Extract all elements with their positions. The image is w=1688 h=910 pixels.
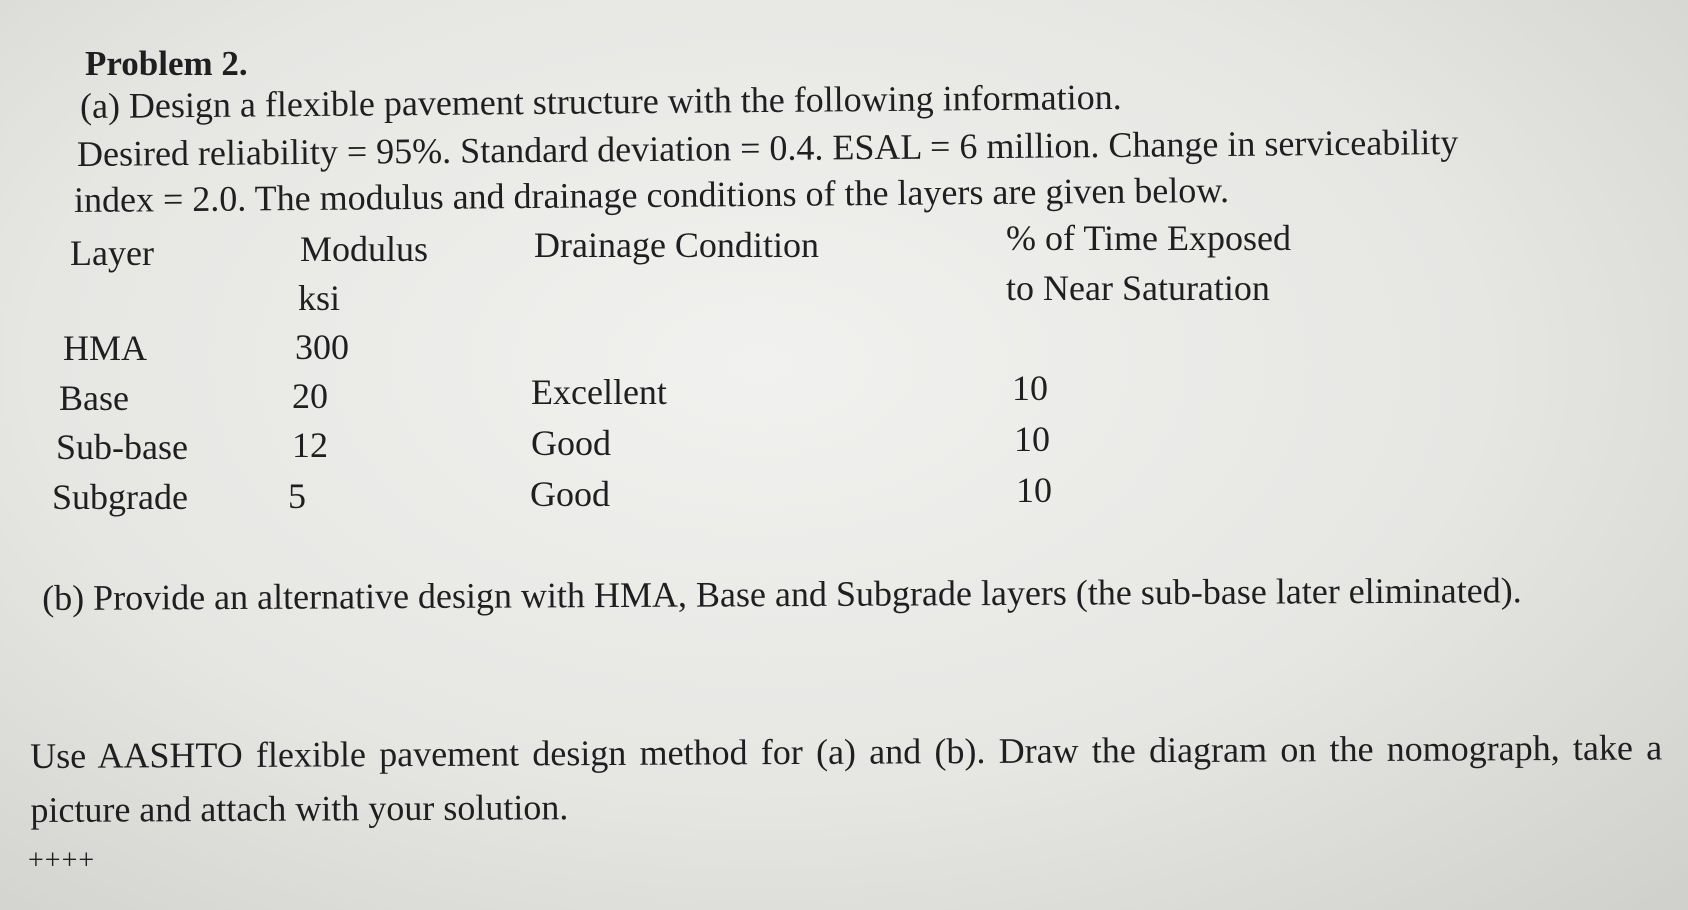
- part-b-text: (b) Provide an alternative design with HMA, Base and Subgrade layers (the sub-base later eliminated).: [42, 570, 1522, 618]
- header-exposed-line-2: to Near Saturation: [1006, 268, 1270, 308]
- problem-title: Problem 2.: [85, 44, 248, 83]
- row-base-modulus: 20: [292, 376, 328, 416]
- part-a-line-1: (a) Design a flexible pavement structure with the following information.: [79, 76, 1122, 126]
- header-layer: Layer: [70, 233, 154, 273]
- row-subbase-drainage: Good: [531, 423, 611, 463]
- row-subgrade-drainage: Good: [530, 474, 610, 514]
- instructions-text: Use AASHTO flexible pavement design method for (a) and (b). Draw the diagram on the nomograph, take a picture and attach with your solution.: [30, 727, 1663, 830]
- row-subgrade-modulus: 5: [288, 476, 306, 516]
- header-modulus-unit: ksi: [298, 278, 341, 318]
- row-subbase-exposed: 10: [1014, 419, 1050, 459]
- part-a-line-2: Desired reliability = 95%. Standard deviation = 0.4. ESAL = 6 million. Change in serviceability: [76, 121, 1459, 174]
- row-base-drainage: Excellent: [531, 372, 667, 412]
- row-hma-layer: HMA: [63, 328, 148, 368]
- header-modulus: Modulus: [300, 229, 429, 269]
- row-subbase-layer: Sub-base: [56, 427, 188, 467]
- row-subgrade-exposed: 10: [1016, 470, 1052, 510]
- row-subbase-modulus: 12: [292, 425, 328, 465]
- row-hma-modulus: 300: [295, 327, 349, 367]
- footer-mark: ++++: [28, 845, 96, 876]
- header-drainage: Drainage Condition: [534, 225, 819, 265]
- part-a-line-3: index = 2.0. The modulus and drainage conditions of the layers are given below.: [73, 169, 1230, 220]
- row-base-exposed: 10: [1012, 368, 1048, 408]
- row-subgrade-layer: Subgrade: [52, 477, 188, 517]
- header-exposed-line-1: % of Time Exposed: [1006, 218, 1292, 258]
- row-base-layer: Base: [59, 378, 129, 418]
